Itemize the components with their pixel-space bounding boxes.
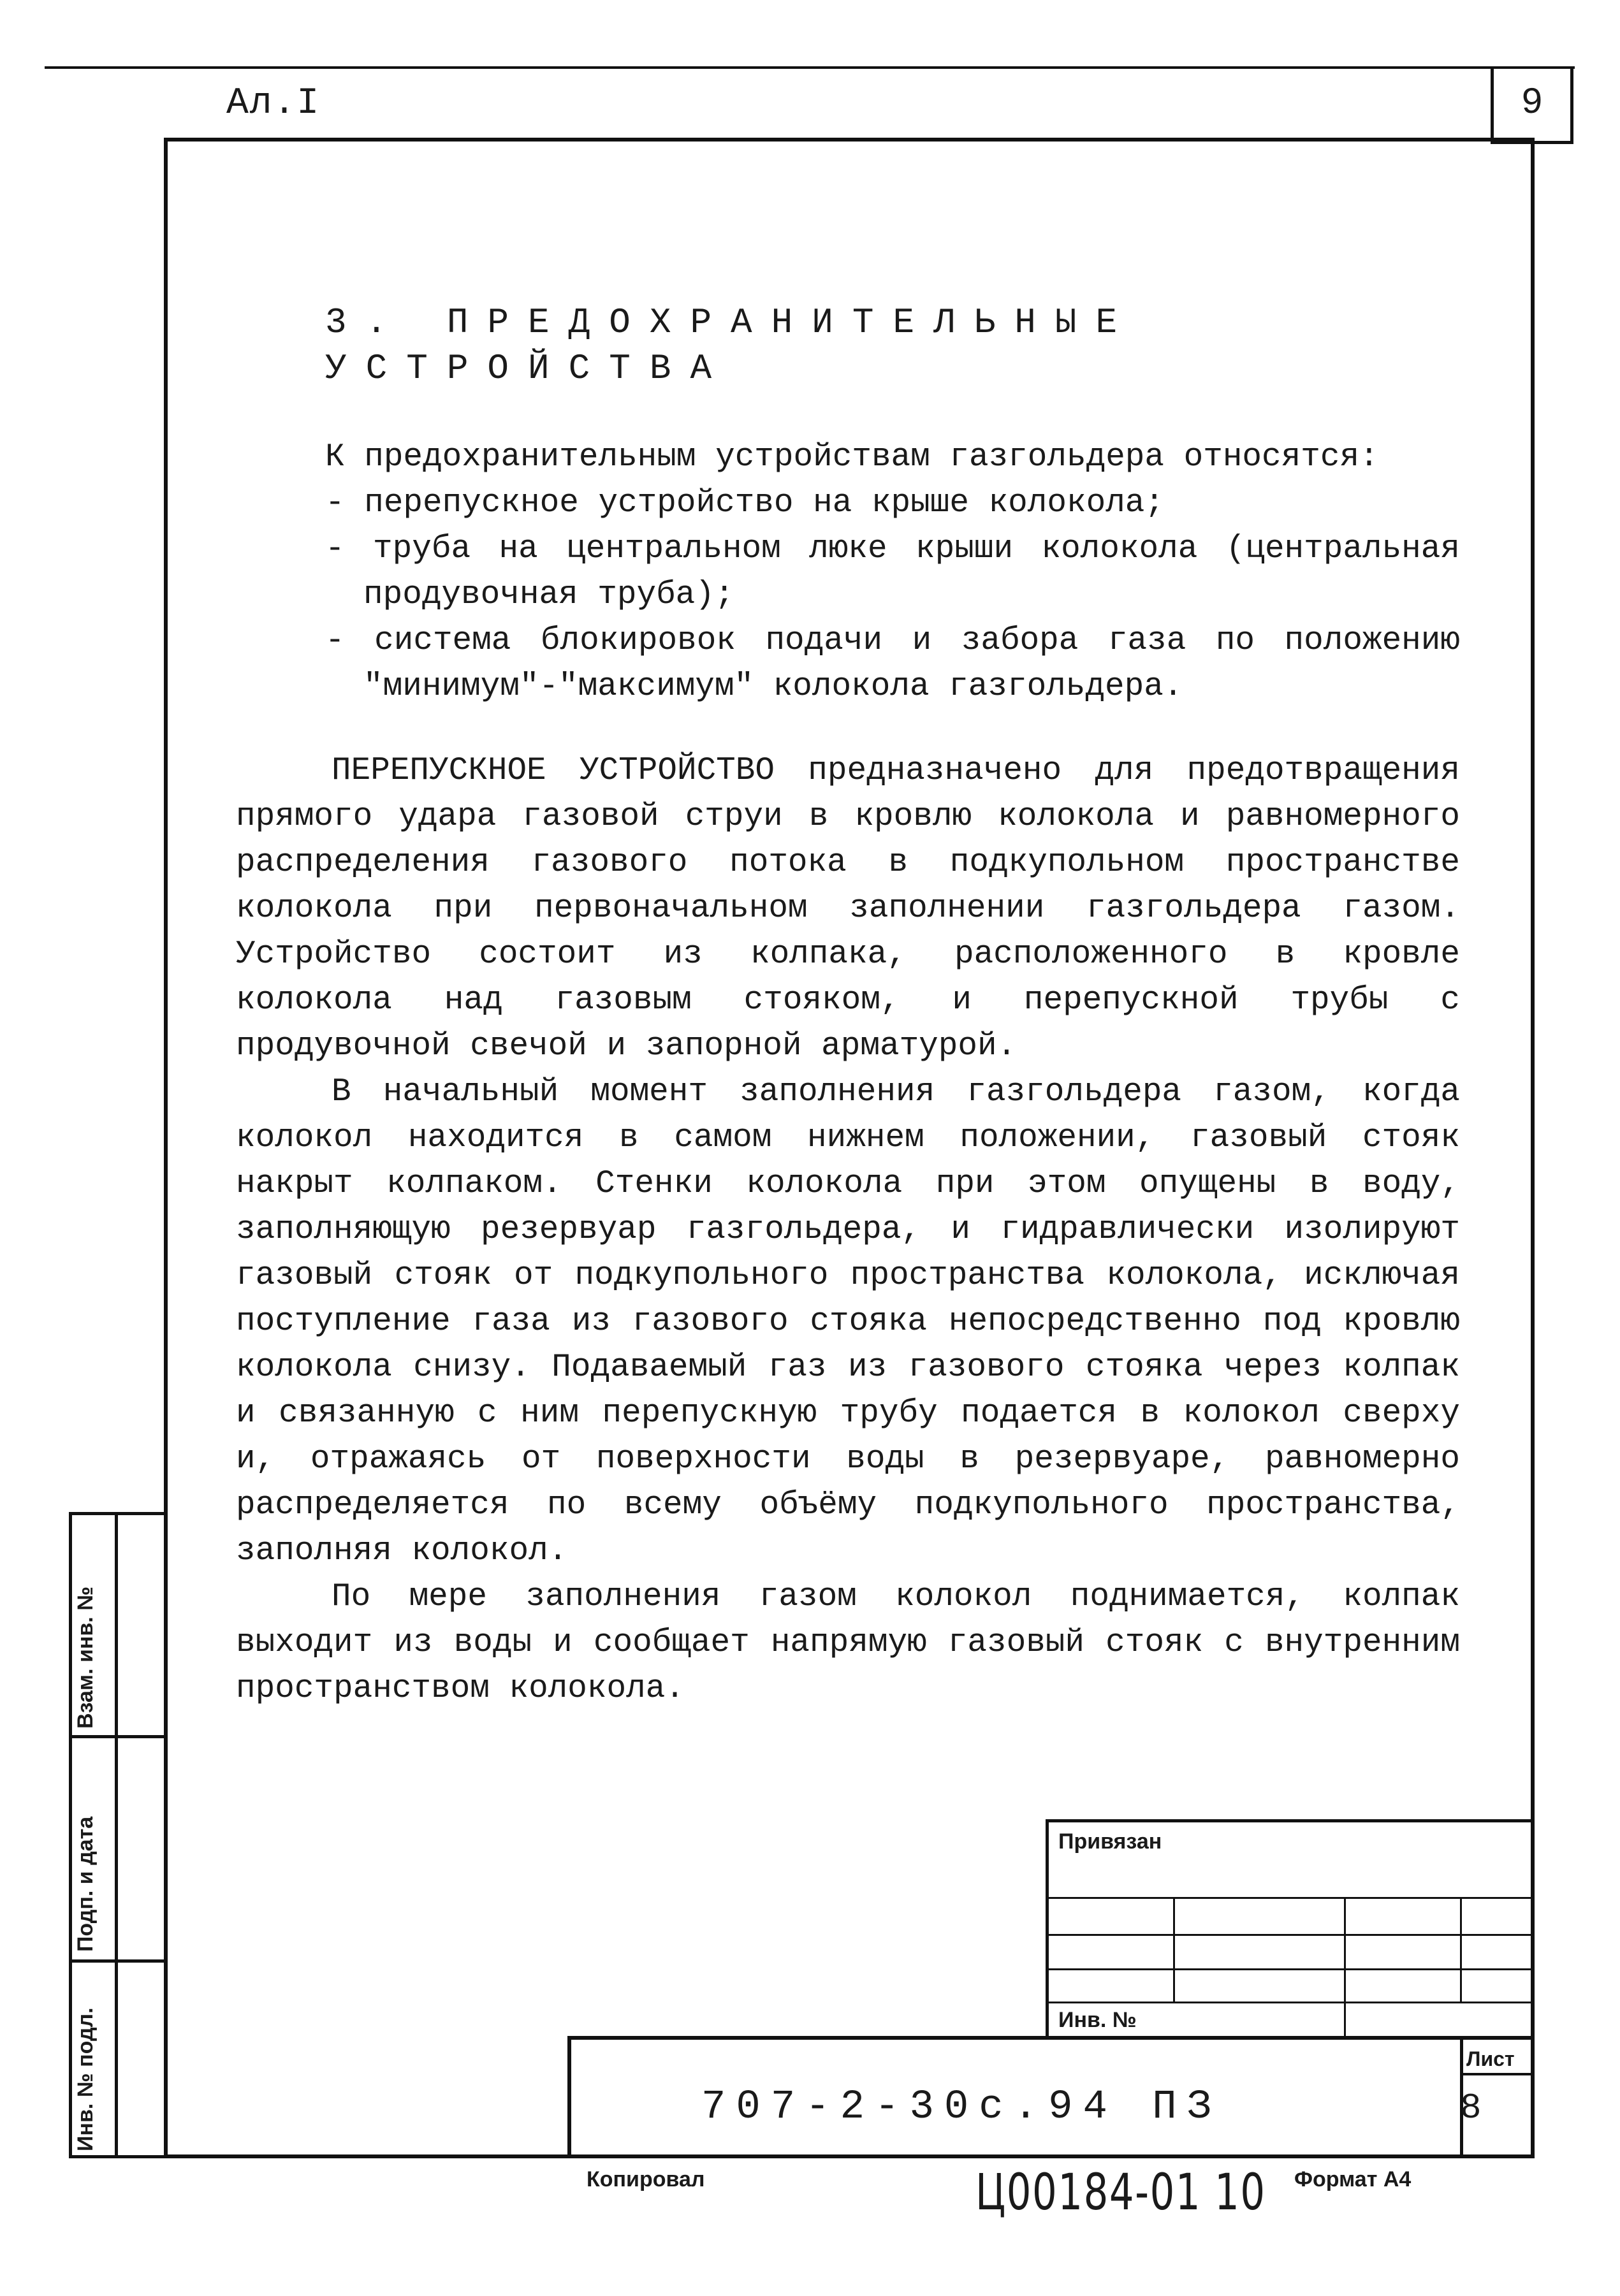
kopiroval-label: Копировал xyxy=(587,2167,705,2191)
spacer xyxy=(236,710,1460,748)
list-item: - труба на центральном люке крыши колокола (центральная продувочная труба); xyxy=(325,531,1460,613)
privyazan-label: Привязан xyxy=(1058,1829,1162,1854)
list-item: - перепускное устройство на крыше колокола; xyxy=(325,485,1165,521)
paragraph: По мере заполнения газом колокол поднимается, колпак выходит из воды и сообщает напрямую газовый стояк с внутренним пространством колокола. xyxy=(236,1579,1460,1707)
intro-text: К предохранительным устройствам газгольдера относятся: xyxy=(325,439,1379,476)
tb-line xyxy=(1046,1819,1535,1822)
tb-line xyxy=(1046,2002,1535,2003)
paragraph: В начальный момент заполнения газгольдера газом, когда колокол находится в самом нижнем положении, газовый стояк накрыт колпаком. Стенки колокола при этом опущены в воду, заполняющую резервуар газгольдера, и гидравлически изолируют газовый стояк от подкупольного пространства колокола, исключая поступление газа из газового стояка непосредственно под кровлю колокола снизу. Подаваемый газ из газового стояка через колпак и связанную с ним перепускную трубу подается в колокол сверху и, отражаясь от поверхности воды в резервуаре, равномерно распределяется по всему объёму подкупольного пространства, заполняя колокол. xyxy=(236,1074,1460,1569)
list-label: Лист xyxy=(1466,2047,1515,2070)
side-divider xyxy=(115,1512,118,2158)
format-label: Формат А4 xyxy=(1294,2167,1412,2191)
side-label-vzam: Взам. инв. № xyxy=(73,1586,98,1729)
side-label-podp: Подп. и дата xyxy=(73,1816,98,1952)
inv-no-label: Инв. № xyxy=(1058,2008,1137,2032)
side-label-inv: Инв. № подл. xyxy=(73,2007,98,2151)
tb-line xyxy=(1173,1897,1175,2002)
tb-line xyxy=(567,2036,571,2158)
tb-line xyxy=(1046,1819,1049,2036)
section-content xyxy=(236,300,1460,1712)
section-heading: 3. ПРЕДОХРАНИТЕЛЬНЫЕ УСТРОЙСТВА xyxy=(325,302,1137,389)
tb-line xyxy=(1460,1897,1462,2002)
document-code: 707-2-30с.94 ПЗ xyxy=(701,2084,1222,2130)
handwritten-archive-code: Ц00184-01 10 xyxy=(975,2164,1266,2221)
page-number: 9 xyxy=(1521,83,1543,124)
tb-line xyxy=(1344,1897,1346,2036)
tb-line xyxy=(1460,2073,1535,2075)
top-rule xyxy=(45,66,1575,69)
sheet-label: Ал.I xyxy=(226,83,321,124)
tb-line xyxy=(567,2036,1535,2040)
list-item: - система блокировок подачи и забора газа по положению "минимум"-"максимум" колокола газгольдера. xyxy=(325,623,1460,705)
paragraph: ПЕРЕПУСКНОЕ УСТРОЙСТВО предназначено для предотвращения прямого удара газовой струи в кровлю колокола и равномерного распределения газового потока в подкупольном пространстве колокола при первоначальном заполнении газгольдера газом. Устройство состоит из колпака, расположенного в кровле колокола над газовым стояком, и перепускной трубы с продувочной свечой и запорной арматурой. xyxy=(236,753,1460,1064)
intro-block xyxy=(236,435,1460,710)
sheet-number: 8 xyxy=(1460,2088,1482,2128)
page-number-box xyxy=(1491,69,1573,144)
